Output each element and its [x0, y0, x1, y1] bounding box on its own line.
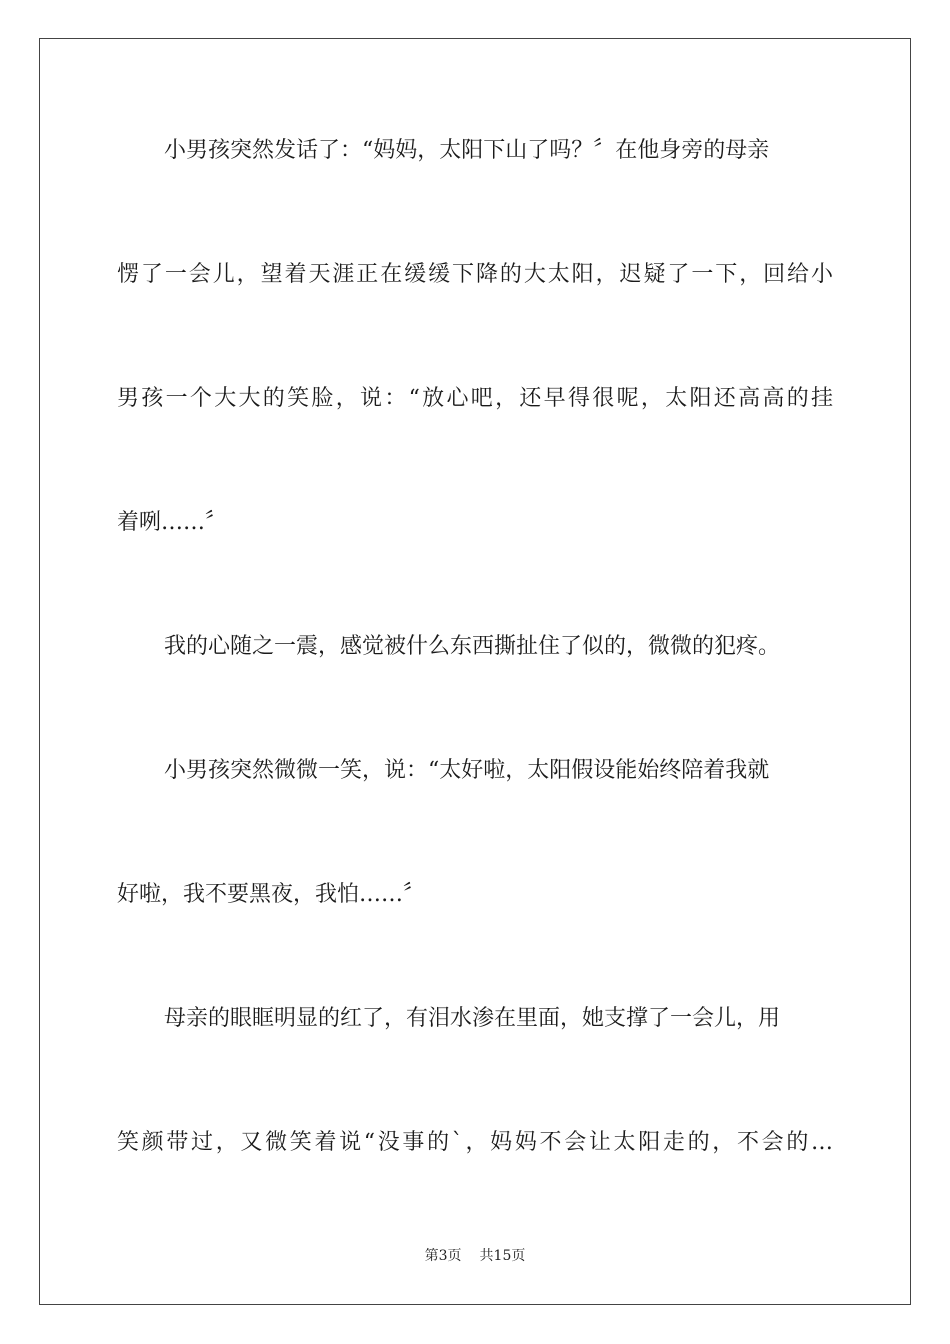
- text-line: 着咧……〞: [117, 510, 228, 535]
- text-line: 小男孩突然微微一笑，说：“太好啦，太阳假设能始终陪着我就: [164, 758, 770, 783]
- page-border: [39, 38, 911, 1305]
- text-line: 母亲的眼眶明显的红了，有泪水渗在里面，她支撑了一会儿，用: [164, 1006, 781, 1031]
- text-line: 好啦，我不要黑夜，我怕……〞: [117, 882, 426, 907]
- text-line: 我的心随之一震，感觉被什么东西撕扯住了似的，微微的犯疼。: [164, 634, 781, 659]
- text-line: 小男孩突然发话了：“妈妈，太阳下山了吗？〞在他身旁的母亲: [164, 138, 770, 163]
- text-line: 男孩一个大大的笑脸，说：“放心吧，还早得很呢，太阳还高高的挂: [117, 386, 833, 411]
- page-number: 第3页: [424, 1248, 462, 1264]
- text-line: 笑颜带过，又微笑着说“没事的`，妈妈不会让太阳走的，不会的…: [117, 1130, 833, 1155]
- text-line: 愣了一会儿，望着天涯正在缓缓下降的大太阳，迟疑了一下，回给小: [117, 262, 833, 287]
- page-footer: [0, 1246, 950, 1266]
- page-total: 共15页: [479, 1248, 526, 1264]
